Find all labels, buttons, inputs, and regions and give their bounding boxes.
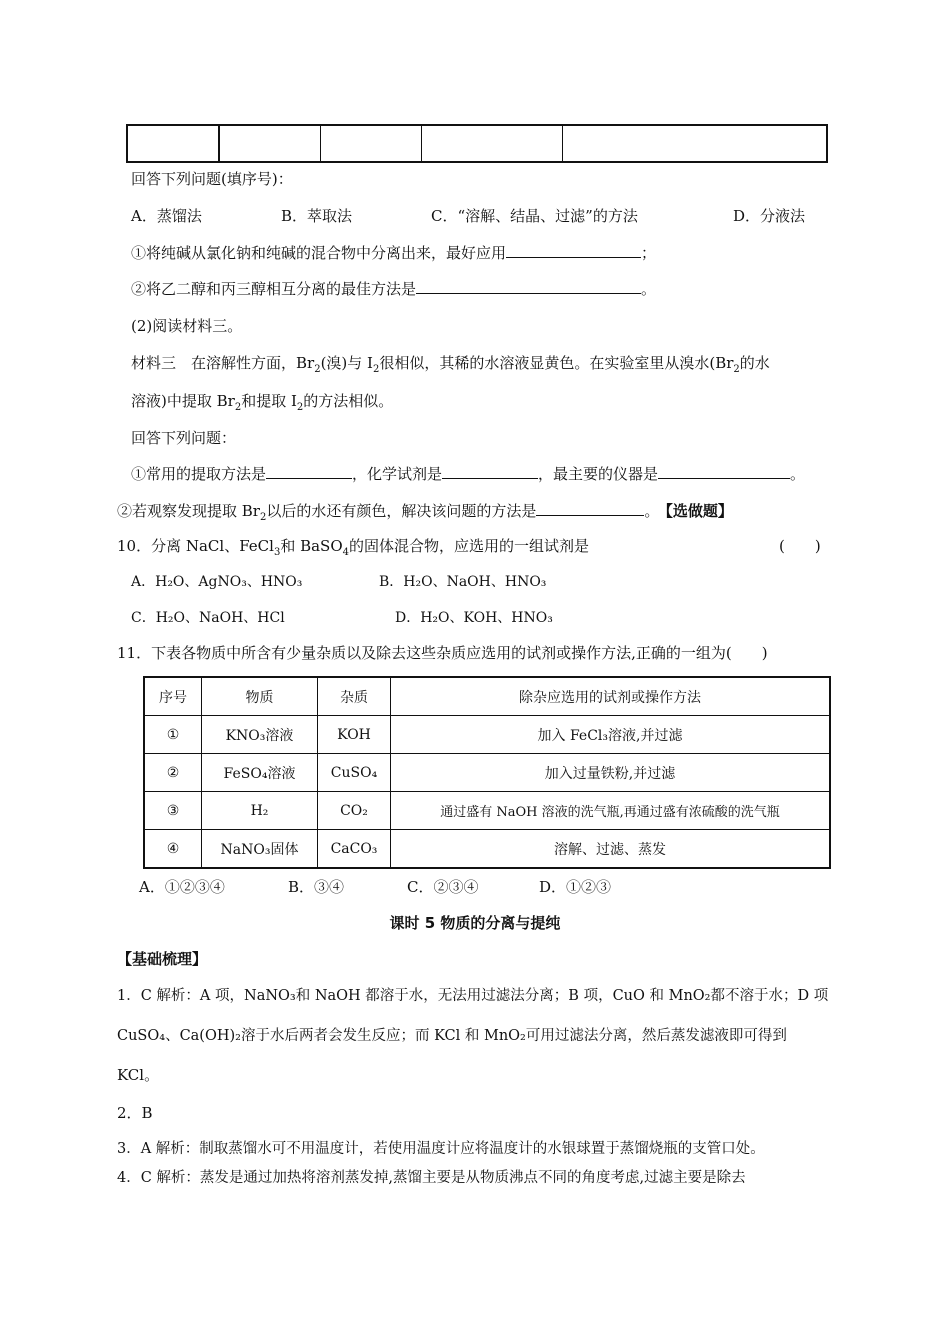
answer-paren[interactable]: ( ): [779, 537, 821, 555]
header-table-cell: [422, 125, 563, 162]
table-cell: 溶解、过滤、蒸发: [391, 830, 831, 869]
read-material-3: (2)阅读材料三。: [131, 317, 243, 335]
subscript: 3: [273, 547, 281, 558]
table-cell: 加入 FeCl₃溶液,并过滤: [391, 716, 831, 754]
subscript: 4: [342, 547, 349, 558]
subscript: 2: [234, 402, 242, 413]
table-header-row: [144, 677, 830, 716]
question-1-end: ；: [641, 244, 657, 262]
table-cell: ①: [144, 716, 202, 754]
material-text: 的水: [739, 354, 770, 372]
material-text: 和提取 I: [241, 392, 297, 410]
prompt-text: ①常用的提取方法是: [131, 465, 267, 483]
table-cell: KNO₃溶液: [202, 716, 318, 754]
answer-blank[interactable]: [442, 464, 538, 479]
impurity-table: [143, 676, 831, 869]
header-table-cell: [127, 125, 219, 162]
table-cell: NaNO₃固体: [202, 830, 318, 869]
table-cell: 通过盛有 NaOH 溶液的洗气瓶,再通过盛有浓硫酸的洗气瓶: [391, 792, 831, 830]
q10-option-c[interactable]: C．H₂O、NaOH、HCl: [131, 610, 285, 626]
table-header: 物质: [202, 677, 318, 716]
prompt-text: 。: [790, 465, 806, 483]
method-b: B．萃取法: [281, 207, 353, 225]
question-2: [131, 278, 656, 299]
q11-option-c[interactable]: C．②③④: [407, 878, 479, 896]
material-text: 的方法相似。: [303, 392, 394, 410]
table-row: [144, 754, 830, 792]
question-10-stem: [117, 535, 589, 558]
subscript: 2: [259, 512, 267, 523]
material-text: 很相似，其稀的水溶液显黄色。在实验室里从溴水(Br: [379, 354, 734, 372]
optional-tag: 【选做题】: [665, 502, 733, 520]
table-header: 序号: [144, 677, 202, 716]
table-cell: ④: [144, 830, 202, 869]
question-2-end: 。: [641, 280, 657, 298]
table-cell: 加入过量铁粉,并过滤: [391, 754, 831, 792]
section-title: 课时 5 物质的分离与提纯: [389, 914, 561, 932]
table-cell: CO₂: [318, 792, 391, 830]
q11-option-b[interactable]: B．③④: [288, 878, 345, 896]
table-cell: ②: [144, 754, 202, 792]
answer-blank[interactable]: [658, 464, 790, 479]
q10-text: 10．分离 NaCl、FeCl: [117, 537, 274, 555]
method-d: D．分液法: [733, 207, 806, 225]
answer-1-line-3: KCl。: [117, 1066, 160, 1084]
table-cell: CaCO₃: [318, 830, 391, 869]
answer-2: 2．B: [117, 1104, 153, 1122]
answer-blank[interactable]: [536, 501, 644, 516]
q10-option-a[interactable]: A．H₂O、AgNO₃、HNO₃: [131, 574, 303, 590]
prompt-text: ，最主要的仪器是: [538, 465, 659, 483]
header-table: [126, 124, 828, 163]
material-3-line-1: [131, 352, 770, 375]
answer-4: 4．C 解析：蒸发是通过加热将溶剂蒸发掉,蒸馏主要是从物质沸点不同的角度考虑,过滤主要是除去: [117, 1170, 746, 1186]
material-text: (溴)与 I: [320, 354, 373, 372]
table-cell: H₂: [202, 792, 318, 830]
q10-option-d[interactable]: D．H₂O、KOH、HNO₃: [395, 610, 553, 626]
method-c: C．“溶解、结晶、过滤”的方法: [431, 207, 638, 225]
question-1-text: ①将纯碱从氯化钠和纯碱的混合物中分离出来，最好应用: [131, 244, 507, 262]
q10-text: 和 BaSO: [280, 537, 343, 555]
table-row: [144, 830, 830, 869]
header-table-cell: [321, 125, 422, 162]
prompt-1: [131, 463, 805, 484]
answer-blank[interactable]: [416, 279, 641, 294]
table-row: [144, 716, 830, 754]
answer-intro: 回答下列问题：: [131, 429, 237, 447]
q11-option-a[interactable]: A．①②③④: [139, 878, 225, 896]
material-3-line-2: [131, 390, 393, 413]
table-cell: CuSO₄: [318, 754, 391, 792]
question-intro: 回答下列问题(填序号)：: [131, 170, 293, 188]
material-text: 溶液)中提取 Br: [131, 392, 235, 410]
subscript: 2: [733, 364, 740, 375]
q10-text: 的固体混合物，应选用的一组试剂是: [349, 537, 590, 555]
table-header: 杂质: [318, 677, 391, 716]
basic-heading: 【基础梳理】: [117, 950, 208, 968]
table-cell: KOH: [318, 716, 391, 754]
prompt-text: 以后的水还有颜色，解决该问题的方法是: [266, 502, 537, 520]
answer-1-line-2: CuSO₄、Ca(OH)₂溶于水后两者会发生反应；而 KCl 和 MnO₂可用过滤法分离，然后蒸发滤液即可得到: [117, 1028, 787, 1044]
question-11-stem: 11．下表各物质中所含有少量杂质以及除去这些杂质应选用的试剂或操作方法,正确的一组为( ): [117, 644, 768, 662]
table-header: 除杂应选用的试剂或操作方法: [391, 677, 831, 716]
prompt-text: 。: [644, 502, 660, 520]
table-cell: FeSO₄溶液: [202, 754, 318, 792]
subscript: 2: [296, 402, 304, 413]
q10-option-b[interactable]: B．H₂O、NaOH、HNO₃: [379, 574, 547, 590]
prompt-text: ，化学试剂是: [352, 465, 443, 483]
q11-option-d[interactable]: D．①②③: [539, 878, 612, 896]
question-2-text: ②将乙二醇和丙三醇相互分离的最佳方法是: [131, 280, 417, 298]
prompt-text: ②若观察发现提取 Br: [117, 502, 260, 520]
question-1: [131, 242, 656, 263]
table-cell: ③: [144, 792, 202, 830]
header-table-cell: [219, 125, 321, 162]
answer-3: 3．A 解析：制取蒸馏水可不用温度计，若使用温度计应将温度计的水银球置于蒸馏烧瓶的支管口处。: [117, 1141, 765, 1157]
header-table-cell: [563, 125, 828, 162]
answer-blank[interactable]: [506, 243, 641, 258]
answer-blank[interactable]: [266, 464, 352, 479]
prompt-2: [117, 500, 733, 523]
material-text: 材料三 在溶解性方面，Br: [131, 354, 315, 372]
table-row: [144, 792, 830, 830]
subscript: 2: [314, 364, 321, 375]
answer-1-line-1: 1．C 解析：A 项，NaNO₃和 NaOH 都溶于水，无法用过滤法分离；B 项，CuO 和 MnO₂都不溶于水；D 项: [117, 988, 829, 1004]
subscript: 2: [372, 364, 380, 375]
method-a: A．蒸馏法: [131, 207, 202, 225]
